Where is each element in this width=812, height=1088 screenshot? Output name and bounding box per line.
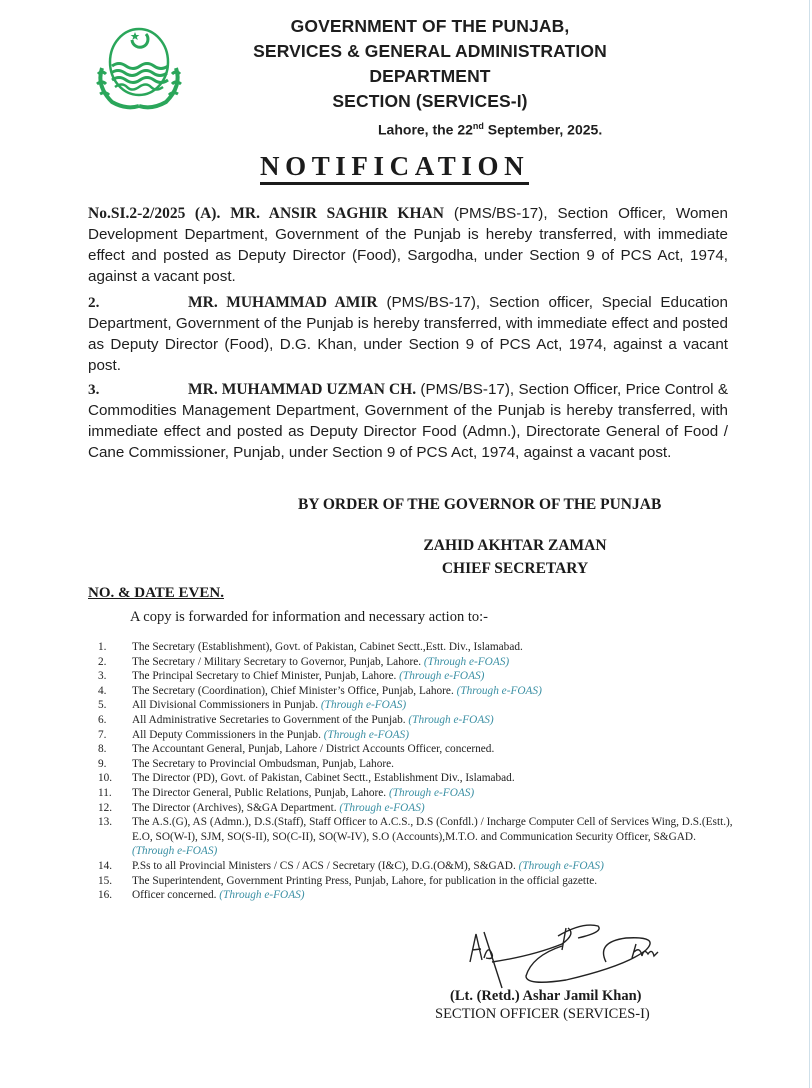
distribution-recipient: The Director (Archives), S&GA Department. bbox=[132, 801, 340, 814]
distribution-item-text bbox=[132, 771, 738, 786]
letterhead-line-section: SECTION (SERVICES-I) bbox=[332, 91, 528, 111]
distribution-recipient: Officer concerned. bbox=[132, 889, 220, 902]
distribution-item-number: 15. bbox=[98, 874, 113, 887]
distribution-item bbox=[98, 669, 738, 684]
distribution-item-text bbox=[132, 859, 738, 874]
distribution-item bbox=[98, 815, 738, 859]
distribution-recipient: P.Ss to all Provincial Ministers / CS / ACS / Secretary (I&C), D.G.(O&M), S&GAD. bbox=[132, 859, 519, 872]
distribution-item-number: 13. bbox=[98, 816, 113, 829]
distribution-item bbox=[98, 698, 738, 713]
distribution-item-text bbox=[132, 698, 738, 713]
paragraph-body: (PMS/BS-17), Section Officer, Price Control & Commodities Management Department, Government of the Punjab is hereby transferred, with immediate effect and posted as Deputy Director Food (Admn.), Directorate General of Food / Cane Commissioner, Punjab, under Section 9 of PCS Act, 1974, against a vacant post. bbox=[88, 381, 728, 461]
notification-paragraph-3 bbox=[88, 379, 728, 463]
dateline: Lahore, the 22nd September, 2025. bbox=[378, 121, 603, 138]
through-efoas-note: (Through e-FOAS) bbox=[219, 889, 305, 902]
no-date-even: NO. & DATE EVEN. bbox=[88, 585, 224, 601]
distribution-item-text bbox=[132, 742, 738, 757]
section-officer-name: (Lt. (Retd.) Ashar Jamil Khan) bbox=[450, 988, 642, 1004]
distribution-item bbox=[98, 859, 738, 874]
through-efoas-note: (Through e-FOAS) bbox=[132, 845, 218, 858]
distribution-item bbox=[98, 655, 738, 670]
letterhead-line-department: SERVICES & GENERAL ADMINISTRATION bbox=[253, 41, 607, 61]
distribution-item bbox=[98, 874, 738, 889]
chief-secretary-title: CHIEF SECRETARY bbox=[441, 560, 589, 577]
distribution-recipient: The Director (PD), Govt. of Pakistan, Cabinet Sectt., Establishment Div., Islamabad. bbox=[132, 772, 515, 785]
chief-secretary-name: ZAHID AKHTAR ZAMAN bbox=[423, 537, 607, 554]
distribution-item-text bbox=[132, 801, 738, 816]
distribution-item-number: 5. bbox=[98, 699, 107, 712]
distribution-item bbox=[98, 742, 738, 757]
distribution-item-text bbox=[132, 669, 738, 684]
distribution-item bbox=[98, 757, 738, 772]
through-efoas-note: (Through e-FOAS) bbox=[456, 684, 542, 697]
paragraph-body: (PMS/BS-17), Section officer, Special Education Department, Government of the Punjab is hereby transferred, with immediate effect and posted as Deputy Director (Food), D.G. Khan, under Section 9 of PCS Act, 1974, against a vacant post. bbox=[88, 294, 728, 374]
distribution-item bbox=[98, 684, 738, 699]
distribution-item-text bbox=[132, 786, 738, 801]
through-efoas-note: (Through e-FOAS) bbox=[423, 655, 510, 668]
distribution-item bbox=[98, 786, 738, 801]
through-efoas-note: (Through e-FOAS) bbox=[388, 786, 475, 799]
distribution-item-number: 11. bbox=[98, 786, 112, 799]
paragraph-ref: 2. bbox=[88, 294, 100, 311]
section-officer-title: SECTION OFFICER (SERVICES-I) bbox=[435, 1006, 650, 1022]
through-efoas-note: (Through e-FOAS) bbox=[339, 801, 425, 814]
distribution-item-number: 16. bbox=[98, 889, 113, 902]
distribution-item-number: 8. bbox=[98, 743, 107, 756]
copy-forwarded-line: A copy is forwarded for information and necessary action to:- bbox=[130, 609, 488, 625]
distribution-item-number: 10. bbox=[98, 772, 113, 785]
distribution-recipient: The Accountant General, Punjab, Lahore / District Accounts Officer, concerned. bbox=[132, 743, 495, 756]
distribution-item-text bbox=[132, 874, 738, 889]
distribution-item-text bbox=[132, 728, 738, 743]
order-line: BY ORDER OF THE GOVERNOR OF THE PUNJAB bbox=[298, 496, 662, 513]
distribution-item-number: 3. bbox=[98, 670, 107, 683]
distribution-item-number: 1. bbox=[98, 641, 107, 653]
letterhead bbox=[170, 14, 690, 114]
distribution-item-number: 6. bbox=[98, 713, 107, 726]
distribution-list bbox=[98, 640, 738, 903]
distribution-recipient: The Secretary / Military Secretary to Governor, Punjab, Lahore. bbox=[132, 655, 424, 668]
through-efoas-note: (Through e-FOAS) bbox=[399, 670, 485, 683]
distribution-recipient: The Secretary (Coordination), Chief Minister’s Office, Punjab, Lahore. bbox=[132, 684, 457, 697]
distribution-item bbox=[98, 640, 738, 655]
officer-name: MR. ANSIR SAGHIR KHAN bbox=[230, 205, 444, 222]
chief-secretary-block bbox=[390, 534, 640, 580]
handwritten-signature-icon bbox=[462, 922, 682, 992]
officer-name: MR. MUHAMMAD UZMAN CH. bbox=[188, 381, 417, 398]
distribution-recipient: All Administrative Secretaries to Government of the Punjab. bbox=[132, 713, 409, 726]
notification-paragraph-2 bbox=[88, 292, 728, 376]
notification-title: NOTIFICATION bbox=[260, 150, 529, 185]
distribution-item bbox=[98, 728, 738, 743]
distribution-item bbox=[98, 888, 738, 903]
through-efoas-note: (Through e-FOAS) bbox=[408, 713, 494, 726]
distribution-item-number: 2. bbox=[98, 655, 107, 668]
officer-name: MR. MUHAMMAD AMIR bbox=[188, 294, 378, 311]
letterhead-line-government: GOVERNMENT OF THE PUNJAB, bbox=[290, 16, 570, 36]
distribution-item-number: 12. bbox=[98, 801, 113, 814]
letterhead-line-department-2: DEPARTMENT bbox=[369, 66, 491, 86]
distribution-recipient: The Director General, Public Relations, Punjab, Lahore. bbox=[132, 786, 389, 799]
distribution-item-text bbox=[132, 757, 738, 772]
distribution-item-number: 14. bbox=[98, 859, 113, 872]
distribution-recipient: The A.S.(G), AS (Admn.), D.S.(Staff), Staff Officer to A.C.S., D.S (Confdl.) / Incharge Computer Cell of Services Wing, D.S.(Estt.), E.O, SO(W-I), SJM, SO(S-II), SO(C-II), SO(W-IV), S.O (Accounts),M.T.O. and Communication Security Officer, S&GAD. bbox=[132, 816, 733, 843]
distribution-item bbox=[98, 713, 738, 728]
distribution-recipient: The Principal Secretary to Chief Minister, Punjab, Lahore. bbox=[132, 670, 400, 683]
through-efoas-note: (Through e-FOAS) bbox=[320, 699, 407, 712]
distribution-recipient: The Superintendent, Government Printing Press, Punjab, Lahore, for publication in the official gazette. bbox=[132, 874, 598, 887]
distribution-recipient: The Secretary (Establishment), Govt. of Pakistan, Cabinet Sectt.,Estt. Div., Islamabad. bbox=[132, 641, 523, 653]
through-efoas-note: (Through e-FOAS) bbox=[323, 728, 409, 741]
paragraph-body: (PMS/BS-17), Section Officer, Women Development Department, Government of the Punjab is hereby transferred, with immediate effect and posted as Deputy Director (Food), Sargodha, under Section 9 of PCS Act, 1974, against a vacant post. bbox=[88, 205, 728, 285]
distribution-recipient: All Divisional Commissioners in Punjab. bbox=[132, 699, 321, 712]
distribution-item-text bbox=[132, 640, 738, 655]
distribution-recipient: The Secretary to Provincial Ombudsman, Punjab, Lahore. bbox=[132, 757, 394, 770]
distribution-item-text bbox=[132, 888, 738, 903]
distribution-item-text bbox=[132, 815, 738, 859]
distribution-item bbox=[98, 801, 738, 816]
distribution-item-text bbox=[132, 684, 738, 699]
page-edge-line bbox=[809, 0, 810, 1088]
paragraph-ref: No.SI.2-2/2025 (A). bbox=[88, 205, 221, 222]
paragraph-ref: 3. bbox=[88, 381, 100, 398]
distribution-item-number: 7. bbox=[98, 728, 107, 741]
distribution-recipient: All Deputy Commissioners in the Punjab. bbox=[132, 728, 324, 741]
notification-paragraph-1 bbox=[88, 203, 728, 287]
distribution-item-text bbox=[132, 655, 738, 670]
distribution-item bbox=[98, 771, 738, 786]
distribution-item-number: 9. bbox=[98, 757, 107, 770]
distribution-item-text bbox=[132, 713, 738, 728]
through-efoas-note: (Through e-FOAS) bbox=[518, 859, 604, 872]
distribution-item-number: 4. bbox=[98, 684, 107, 697]
